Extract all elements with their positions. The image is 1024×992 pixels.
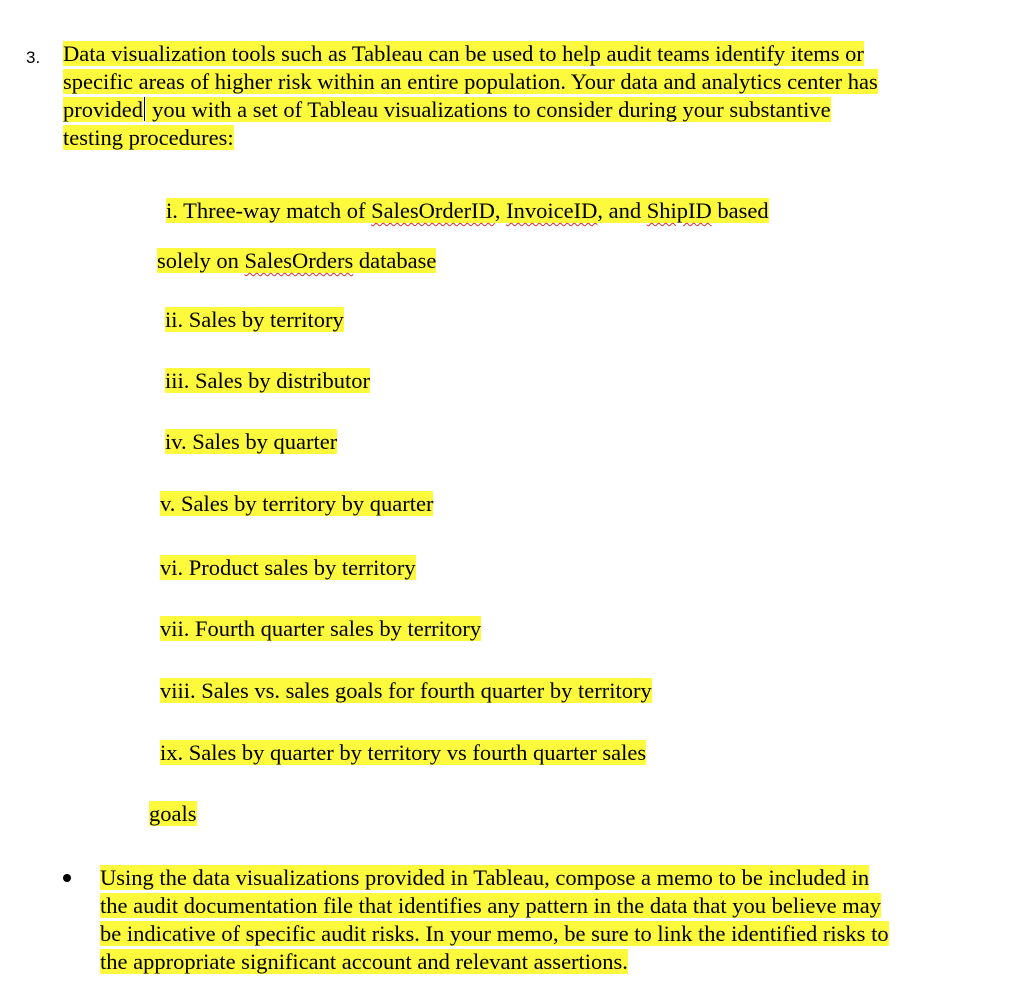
bullet-icon [63,874,71,882]
question-line-3b: you with a set of Tableau visualizations to consider during your substantive [146,97,831,122]
list-item-i [166,197,769,224]
item-i2-salesorders: SalesOrders [244,248,354,273]
item-i-text-g: based [711,198,769,223]
item-vi-text: vi. Product sales by territory [160,555,416,580]
question-line-2: specific areas of higher risk within an entire population. Your data and analytics center has [63,69,878,94]
item-i2-text-c: database [353,248,437,273]
question-number: 3. [26,48,41,67]
bullet-line-3: be indicative of specific audit risks. In your memo, be sure to link the identified risks to [100,921,889,946]
item-vii-text: vii. Fourth quarter sales by territory [160,616,482,641]
bullet-line-2: the audit documentation file that identifies any pattern in the data that you believe may [100,893,881,918]
item-i-text-c: , [494,198,507,223]
list-item-ix-continued [149,800,197,827]
item-i-salesorderid: SalesOrderID [371,198,495,223]
item-i-invoiceid: InvoiceID [506,198,598,223]
list-item-v [160,490,433,517]
item-i-text-a: i. Three-way match of [166,198,372,223]
item-ix-text: ix. Sales by quarter by territory vs fourth quarter sales [160,740,647,765]
list-item-vii [160,615,481,642]
item-i-text-e: , and [597,198,647,223]
bullet-line-1: Using the data visualizations provided in Tableau, compose a memo to be included in [100,865,870,890]
question-paragraph [63,40,1003,152]
list-item-iii [165,367,370,394]
item-i-shipid: ShipID [646,198,712,223]
item-viii-text: viii. Sales vs. sales goals for fourth quarter by territory [160,678,652,703]
bullet-paragraph [100,864,889,976]
item-iii-text: iii. Sales by distributor [165,368,370,393]
question-line-1: Data visualization tools such as Tableau can be used to help audit teams identify items or [63,41,864,66]
list-item-ix [160,739,646,766]
item-iv-text: iv. Sales by quarter [165,429,338,454]
list-item-iv [165,428,337,455]
list-item-vi [160,554,416,581]
list-item-ii [165,306,344,333]
item-ii-text: ii. Sales by territory [165,307,344,332]
list-item-viii [160,677,652,704]
list-item-i-continued [157,247,436,274]
bullet-line-4: the appropriate significant account and relevant assertions. [100,949,628,974]
question-line-4: testing procedures: [63,125,234,150]
question-line-3a: provided [63,97,143,122]
item-v-text: v. Sales by territory by quarter [160,491,434,516]
item-i2-text-a: solely on [157,248,245,273]
item-ix2-text: goals [149,801,197,826]
